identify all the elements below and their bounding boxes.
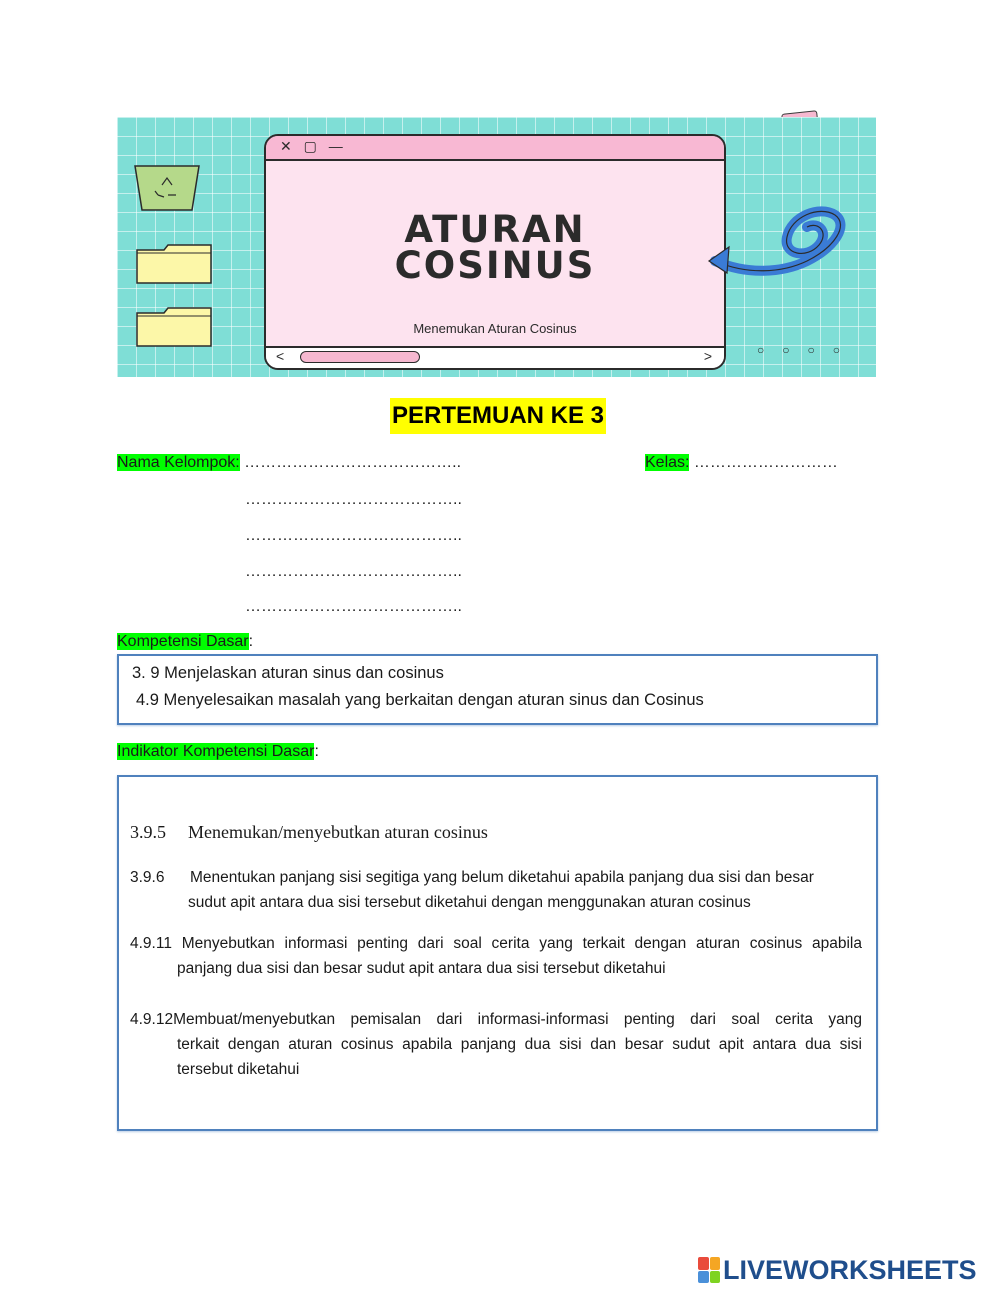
scroll-right-icon: > (703, 348, 712, 364)
cover-title-line1: ATURAN (404, 208, 586, 251)
indikator-text: sudut apit antara dua sisi tersebut diketahui dengan menggunakan aturan cosinus (188, 894, 751, 911)
indikator-text: Menyebutkan informasi penting dari soal cerita yang terkait dengan aturan cosinus apabila (181, 935, 862, 952)
member-line[interactable]: ………………………………….. (245, 598, 462, 615)
page-title: PERTEMUAN KE 3 (390, 398, 606, 434)
indikator-number: 3.9.6 (130, 869, 165, 886)
folder-icon (136, 307, 212, 347)
group-name-label: Nama Kelompok: (117, 454, 240, 471)
window-scrollbar (266, 346, 724, 368)
decorative-dots: ○○○○ (757, 343, 858, 357)
member-line[interactable]: ………………………………….. (245, 563, 462, 580)
indikator-item (130, 865, 862, 915)
folder-icon (136, 244, 212, 284)
kompetensi-item: 3. 9 Menjelaskan aturan sinus dan cosinus (132, 664, 444, 682)
member-line[interactable]: ………………………………….. (245, 491, 462, 508)
indikator-text: Membuat/menyebutkan pemisalan dari informasi-informasi penting dari soal cerita yang (173, 1011, 862, 1028)
kompetensi-heading (117, 631, 253, 653)
indikator-text: Menentukan panjang sisi segitiga yang belum diketahui apabila panjang dua sisi dan besar (190, 869, 814, 886)
group-name-line[interactable]: ………………………………….. (244, 454, 462, 471)
member-line[interactable]: ………………………………….. (245, 527, 462, 544)
logo-text: LIVEWORKSHEETS (723, 1254, 977, 1285)
indikator-number: 3.9.5 (130, 822, 166, 842)
indikator-text: panjang dua sisi dan besar sudut apit antara dua sisi tersebut diketahui (177, 960, 666, 977)
indikator-colon: : (314, 743, 319, 760)
scroll-left-icon: < (276, 348, 285, 364)
indikator-text: terkait dengan aturan cosinus apabila panjang dua sisi dan besar sudut apit antara dua sisi (177, 1036, 862, 1053)
swirl-arrow-icon (707, 203, 857, 283)
kompetensi-label: Kompetensi Dasar (117, 633, 249, 650)
indikator-number: 4.9.12 (130, 1011, 174, 1028)
cover-window (264, 134, 726, 370)
indikator-item (130, 931, 862, 981)
kompetensi-box (117, 654, 878, 725)
window-title-bar (266, 136, 724, 161)
header-banner (117, 117, 876, 377)
logo-mark-icon (698, 1257, 720, 1283)
indikator-text: Menemukan/menyebutkan aturan cosinus (188, 822, 488, 842)
scroll-thumb (300, 351, 420, 363)
indikator-item (130, 820, 862, 845)
recycle-bin-icon (134, 165, 200, 211)
indikator-heading (117, 741, 319, 763)
indikator-text: tersebut diketahui (177, 1061, 300, 1078)
indikator-label: Indikator Kompetensi Dasar (117, 743, 315, 760)
group-name-row (117, 452, 461, 474)
class-label: Kelas: (645, 454, 690, 471)
kompetensi-colon: : (248, 633, 254, 650)
kompetensi-item: 4.9 Menyelesaikan masalah yang berkaitan dengan aturan sinus dan Cosinus (136, 691, 704, 709)
cover-title-line2: COSINUS (394, 244, 596, 287)
window-controls-icon: ✕ ▢ — (280, 138, 347, 154)
indikator-item (130, 1007, 862, 1082)
cover-title (266, 208, 724, 287)
cover-subtitle: Menemukan Aturan Cosinus (413, 321, 577, 336)
class-row (645, 452, 838, 474)
indikator-number: 4.9.11 (130, 935, 172, 952)
liveworksheets-logo (698, 1255, 977, 1285)
class-line[interactable]: ……………………… (693, 454, 838, 471)
